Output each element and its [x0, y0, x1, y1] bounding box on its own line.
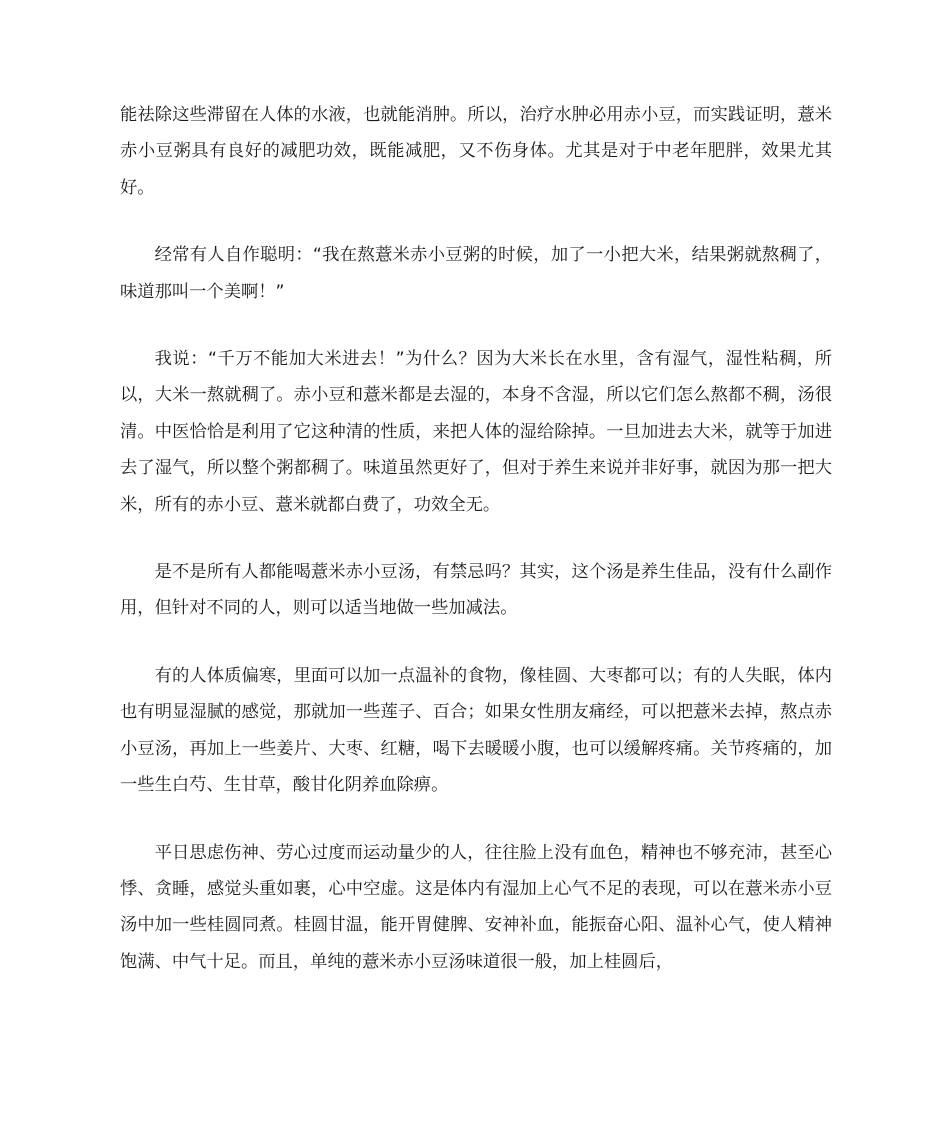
paragraph-3: 我说：“千万不能加大米进去！”为什么？因为大米长在水里，含有湿气，湿性粘稠，所以，大米一熬就稠了。赤小豆和薏米都是去湿的，本身不含湿，所以它们怎么熬都不稠，汤很清。中医恰恰是利用了它这种清的性质，来把人体的湿给除掉。一旦加进去大米，就等于加进去了湿气，所以整个粥都稠了。味道虽然更好了，但对于养生来说并非好事，就因为那一把大米，所有的赤小豆、薏米就都白费了，功效全无。: [120, 349, 832, 515]
document-page: [120, 97, 832, 1011]
paragraph-4: 是不是所有人都能喝薏米赤小豆汤，有禁忌吗？其实，这个汤是养生佳品，没有什么副作用，但针对不同的人，则可以适当地做一些加减法。: [120, 562, 832, 619]
paragraph-2: 经常有人自作聪明：“我在熬薏米赤小豆粥的时候，加了一小把大米，结果粥就熬稠了，味道那叫一个美啊！”: [120, 245, 832, 302]
paragraph-6: 平日思虑伤神、劳心过度而运动量少的人，往往脸上没有血色，精神也不够充沛，甚至心悸、贪睡，感觉头重如裹，心中空虚。这是体内有湿加上心气不足的表现，可以在薏米赤小豆汤中加一些桂圆同煮。桂圆甘温，能开胃健脾、安神补血，能振奋心阳、温补心气，使人精神饱满、中气十足。而且，单纯的薏米赤小豆汤味道很一般，加上桂圆后，: [120, 842, 832, 972]
paragraph-1: 能祛除这些滞留在人体的水液，也就能消肿。所以，治疗水肿必用赤小豆，而实践证明，薏米赤小豆粥具有良好的减肥功效，既能减肥，又不伤身体。尤其是对于中老年肥胖，效果尤其好。: [120, 105, 832, 198]
paragraph-5: 有的人体质偏寒，里面可以加一点温补的食物，像桂圆、大枣都可以；有的人失眠，体内也有明显湿腻的感觉，那就加一些莲子、百合；如果女性朋友痛经，可以把薏米去掉，熬点赤小豆汤，再加上一些姜片、大枣、红糖，喝下去暖暖小腹，也可以缓解疼痛。关节疼痛的，加一些生白芍、生甘草，酸甘化阴养血除痹。: [120, 665, 832, 796]
